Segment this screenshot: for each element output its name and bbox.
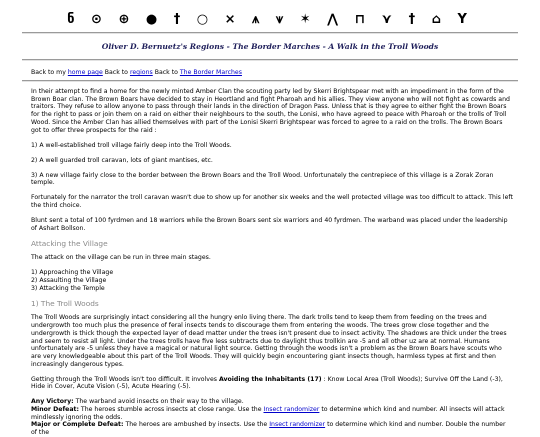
list-item: 3) Attacking the Temple — [31, 284, 105, 292]
outcome-text: The warband avoid insects on their way to the village. — [73, 398, 244, 406]
top-divider — [22, 32, 518, 34]
outcome-text: The heroes are ambushed by insects. Use the — [123, 421, 270, 429]
outcome-text: to determine which kind and number. Double the number of the — [31, 421, 506, 437]
outcome-text: The heroes stumble across insects at close range. Use the — [78, 406, 264, 414]
section-heading-attacking: Attacking the Village — [31, 238, 108, 248]
getting-through-paragraph — [31, 376, 513, 391]
skill-test-label: Avoiding the Inhabitants (17) — [218, 375, 322, 383]
outcome-label: Any Victory: — [31, 398, 74, 406]
troll-woods-paragraph: The Troll Woods are surprisingly intact considering all the hungry enlo living there. The dark trolls tend to keep them from feeding on the trees and undergrowth too much plus the presence of feral insects tends to discourage them from entering the woods. The trees grow close together and the undergrowth is thick though the expected layer of dead matter under the trees isn't present due to insect activity. The shadows are thick under the trees and seem to resist all light. Under the trees trolls have five less subtracts due to daylight thus trollkin are -5 and all other uz are at normal. Humans unfortunately are -5 unless they have a magical or natural light source. Getting through the woods isn't a problem as the Brown Boars have scouts who are very knowledgeable about this part of the Troll Woods. They will quickly begin encountering giant insects though, harmless types at first and then increasingly dangerous types. — [31, 314, 507, 368]
outcomes — [31, 398, 513, 437]
article-body — [31, 88, 513, 437]
list-item: 2) Assaulting the Village — [31, 277, 107, 285]
stages-paragraph: The attack on the village can be run in three main stages. — [31, 254, 211, 262]
list-item: 1) Approaching the Village — [31, 269, 114, 277]
rune-header: ნ ⊙ ⊕ ● † ○ ⨯ ⩚ ⩛ ✶ ⋀ ⊓ ⋎ † ⌂ Y — [67, 12, 473, 27]
home-page-link[interactable]: home page — [67, 69, 103, 76]
prospect-2: 2) A well guarded troll caravan, lots of giant mantises, etc. — [31, 156, 213, 164]
stages-list — [31, 269, 513, 292]
regions-link[interactable]: regions — [129, 69, 153, 76]
choice-paragraph: Fortunately for the narrator the troll caravan wasn't due to show up for another six weeks and the well protected village was too difficult to attack. This left the third choice. — [31, 194, 513, 209]
title-divider — [22, 59, 518, 61]
text-span: : Know Local Area (Troll Woods); Survive Off the Land (-3), Hide in Cover, Acute Vision (-5), Acute Hearing (-5). — [31, 375, 503, 391]
text-span: Getting through the Troll Woods isn't too difficult. It involves — [31, 375, 219, 383]
warband-paragraph: Blunt sent a total of 100 fyrdmen and 18 warriors while the Brown Boars sent six warriors and 40 fyrdmen. The warband was placed under the leadership of Ashart Bollson. — [31, 216, 508, 232]
prospect-3: 3) A new village fairly close to the border between the Brown Boars and the Troll Wood. Unfortunately the centrepiece of this village is a Zorak Zoran temple. — [31, 171, 494, 187]
outcome-label: Minor Defeat: — [31, 406, 79, 414]
page-title: Oliver D. Bernuetz's Regions - The Border Marches - A Walk in the Troll Woods — [101, 42, 439, 51]
breadcrumb-nav — [31, 69, 242, 76]
intro-paragraph: In their attempt to find a home for the newly minted Amber Clan the scouting party led by Skerri Brightspear met with an impediment in the form of the Brown Boar clan. The Brown Boars have decided to stay in Heortland and fight Pharoah and his allies. They view anyone who will not fight as cowards and traitors. They refuse to allow anyone to pass through their lands in the direction of Dragon Pass. Unless that is they agree to either fight the Brown Boars for the right to pass or join them on a raid on either their neighbours to the south, the Lonisi, who have agreed to peace with Pharoah or the trolls of Troll Wood. Since the Amber Clan has allied themselves with part of the Lonisi Skerri Brightspear was forced to agree to a raid on the trolls. The Brown Boars got to offer three prospects for the raid : — [31, 88, 510, 134]
outcome-minor-defeat — [31, 406, 513, 421]
insect-randomizer-link[interactable]: Insect randomizer — [263, 406, 320, 414]
prospect-1: 1) A well-established troll village fairly deep into the Troll Woods. — [31, 141, 232, 149]
nav-divider — [22, 80, 518, 82]
nav-text: Back to my — [31, 69, 68, 76]
insect-randomizer-link[interactable]: Insect randomizer — [269, 421, 326, 429]
nav-text: Back to — [102, 69, 130, 76]
nav-text: Back to — [152, 69, 180, 76]
section-heading-troll-woods: 1) The Troll Woods — [31, 298, 99, 308]
outcome-text: to determine which kind and number. All insects will attack mindlessly ignoring the odds. — [31, 406, 505, 421]
border-marches-link[interactable]: The Border Marches — [179, 69, 242, 76]
outcome-major-defeat — [31, 421, 513, 436]
outcome-label: Major or Complete Defeat: — [31, 421, 124, 429]
